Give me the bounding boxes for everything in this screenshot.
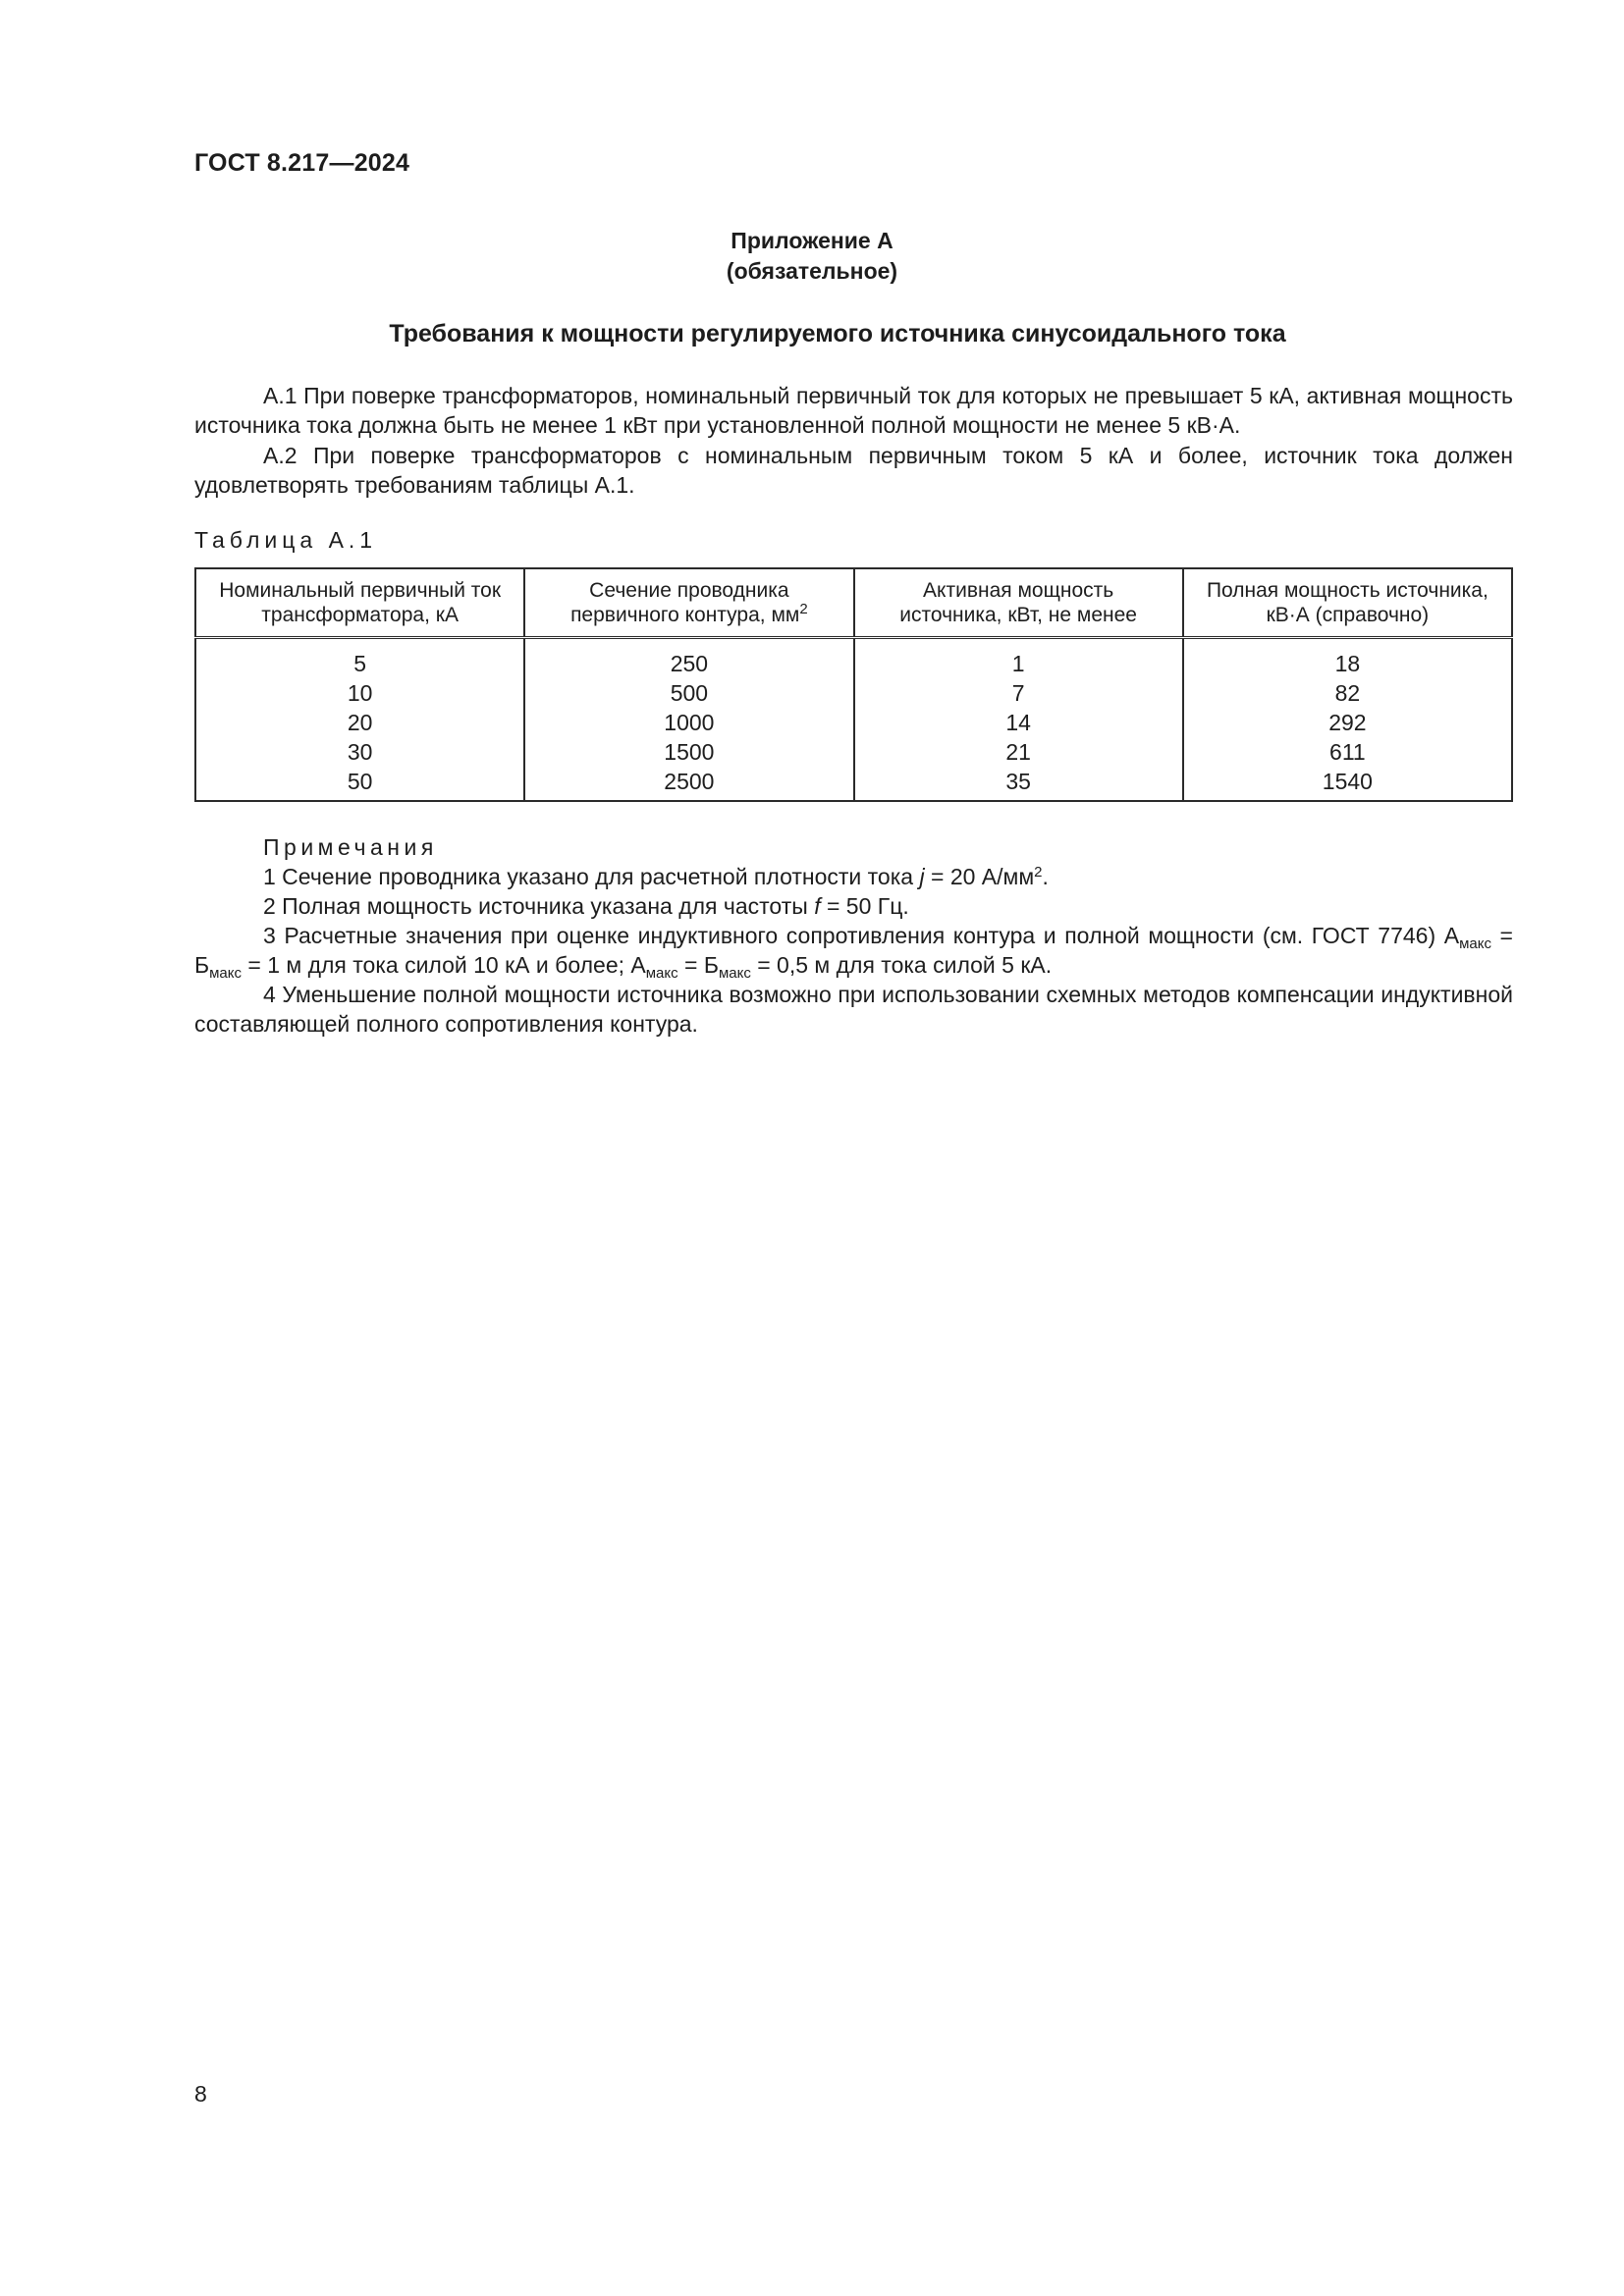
table-cell: 1500: [524, 737, 853, 767]
header-active-power: Активная мощность источника, кВт, не менее: [854, 568, 1183, 638]
table-cell: 18: [1183, 638, 1512, 679]
table-cell: 2500: [524, 767, 853, 801]
header-conductor-section: Сечение проводника первичного контура, $мм^2$: [524, 568, 853, 638]
table-cell: 500: [524, 678, 853, 708]
table-cell: 10: [195, 678, 524, 708]
table-cell: 1000: [524, 708, 853, 737]
header-rated-current: Номинальный первичный ток трансформатора, кА: [195, 568, 524, 638]
paragraph-a2: А.2 При поверке трансформаторов с номинальным первичным током 5 кА и более, источник тока должен удовлетворять требованиям таблицы А.1.: [194, 443, 1513, 498]
paragraph-a1: А.1 При поверке трансформаторов, номинальный первичный ток для которых не превышает 5 кА, активная мощность источника тока должна быть не менее 1 кВт при установленной полной мощности не менее 5 кВ·А.: [194, 383, 1513, 438]
paragraph-a1-container: [194, 381, 1513, 440]
paragraph-a2-container: [194, 441, 1513, 500]
section-title: Требования к мощности регулируемого источника синусоидального тока: [389, 320, 1286, 347]
note-2: 2 Полная мощность источника указана для частоты f = 50 Гц.: [263, 893, 909, 919]
table-row: [195, 638, 1512, 679]
table-cell: 611: [1183, 737, 1512, 767]
table-cell: 250: [524, 638, 853, 679]
table-cell: 20: [195, 708, 524, 737]
table-cell: 1540: [1183, 767, 1512, 801]
table-cell: 82: [1183, 678, 1512, 708]
page-number: 8: [194, 2081, 207, 2107]
note-3: 3 Расчетные значения при оценке индуктивного сопротивления контура и полной мощности (см. ГОСТ 7746) $А_{макс} = Б_{макс} = 1$ м для тока силой 10 кА и более; $А_{макс} = Б_{макс} = 0,5$ м для тока силой 5 кА.: [194, 923, 1513, 982]
table-cell: 35: [854, 767, 1183, 801]
table-cell: 14: [854, 708, 1183, 737]
table-cell: 292: [1183, 708, 1512, 737]
table-cell: 30: [195, 737, 524, 767]
appendix-status: (обязательное): [726, 258, 898, 284]
table-cell: 50: [195, 767, 524, 801]
notes-section: [194, 832, 1513, 1039]
table-row: [195, 678, 1512, 708]
data-table: [194, 567, 1513, 802]
table-header-row: [195, 568, 1512, 638]
table-row: [195, 767, 1512, 801]
table-row: [195, 737, 1512, 767]
table-caption: Таблица А.1: [194, 527, 378, 553]
table-cell: 1: [854, 638, 1183, 679]
appendix-heading: [0, 226, 1624, 287]
table-cell: 21: [854, 737, 1183, 767]
header-apparent-power: Полная мощность источника, кВ·А (справочно): [1183, 568, 1512, 638]
document-header: ГОСТ 8.217—2024: [194, 149, 410, 177]
notes-title: Примечания: [263, 834, 438, 860]
table-cell: 7: [854, 678, 1183, 708]
appendix-title: Приложение А: [731, 228, 893, 253]
table-row: [195, 708, 1512, 737]
table-cell: 5: [195, 638, 524, 679]
note-4: 4 Уменьшение полной мощности источника возможно при использовании схемных методов компенсации индуктивной составляющей полного сопротивления контура.: [194, 982, 1513, 1037]
note-1: 1 Сечение проводника указано для расчетной плотности тока j = 20 $А/мм^2$.: [263, 864, 1049, 889]
